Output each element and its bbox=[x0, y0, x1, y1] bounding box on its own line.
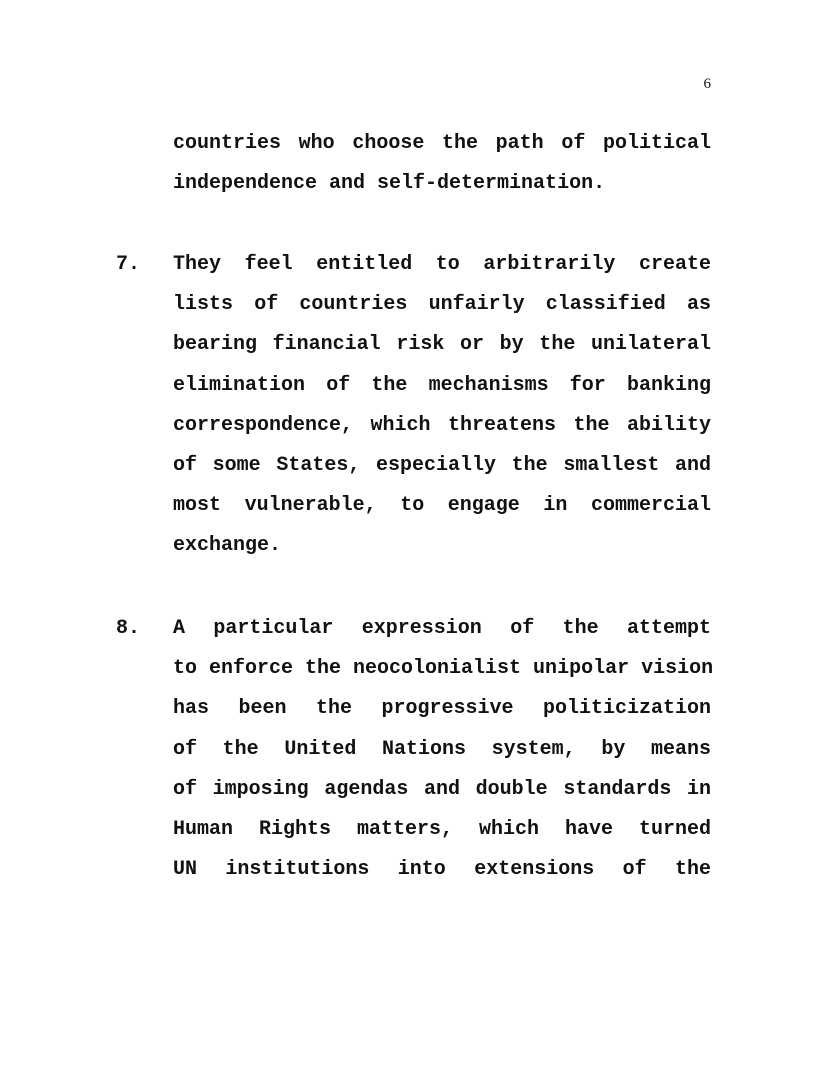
paragraph-number: 8. bbox=[116, 617, 141, 640]
paragraph-line: Human Rights matters, which have turned bbox=[173, 817, 711, 841]
paragraph-number: 7. bbox=[116, 253, 141, 276]
paragraph-7 bbox=[173, 245, 711, 567]
paragraph-line: to enforce the neocolonialist unipolar vision bbox=[173, 657, 714, 681]
paragraph-line: of imposing agendas and double standards in bbox=[173, 777, 711, 801]
page-number: 6 bbox=[703, 76, 711, 92]
paragraph-8 bbox=[173, 609, 714, 890]
paragraph-line: exchange. bbox=[173, 534, 282, 558]
paragraph-line: bearing financial risk or by the unilateral bbox=[173, 333, 711, 357]
paragraph-line: most vulnerable, to engage in commercial bbox=[173, 494, 711, 518]
paragraph-line: of the United Nations system, by means bbox=[173, 737, 711, 761]
paragraph-line: countries who choose the path of political bbox=[173, 132, 711, 155]
paragraph-line: has been the progressive politicization bbox=[173, 697, 711, 721]
paragraph-line: A particular expression of the attempt bbox=[173, 617, 711, 640]
continuation-paragraph bbox=[173, 124, 711, 204]
paragraph-line: independence and self-determination. bbox=[173, 172, 606, 196]
paragraph-line: elimination of the mechanisms for banking bbox=[173, 373, 711, 397]
paragraph-line: UN institutions into extensions of the bbox=[173, 858, 711, 882]
paragraph-line: They feel entitled to arbitrarily create bbox=[173, 253, 711, 276]
paragraph-line: correspondence, which threatens the ability bbox=[173, 413, 711, 437]
paragraph-line: lists of countries unfairly classified as bbox=[173, 293, 711, 317]
paragraph-line: of some States, especially the smallest and bbox=[173, 453, 711, 477]
